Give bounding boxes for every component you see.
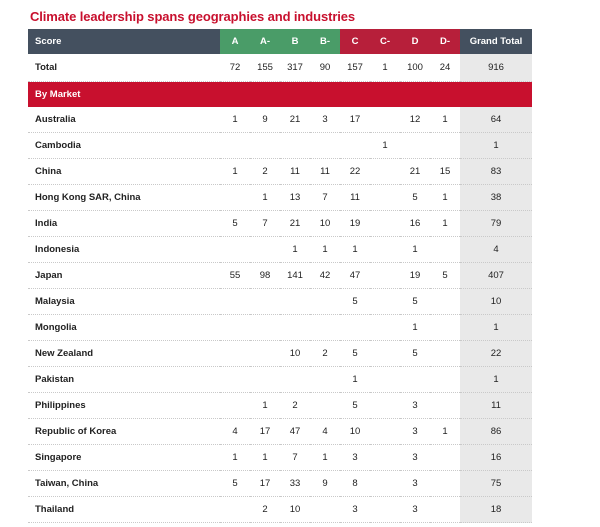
table-cell [430,497,460,523]
table-cell: 1 [250,393,280,419]
table-cell: 11 [310,159,340,185]
grand-total-cell: 16 [460,445,532,471]
table-cell [370,159,400,185]
table-cell: 1 [250,185,280,211]
section-row [28,82,532,108]
table-cell: 9 [250,107,280,133]
table-cell: 9 [310,471,340,497]
table-cell [310,315,340,341]
grand-total-cell: 10 [460,289,532,315]
table-cell: 72 [220,54,250,82]
row-label: Japan [28,263,220,289]
table-cell [430,341,460,367]
table-cell: 3 [340,497,370,523]
table-cell [400,367,430,393]
table-row [28,341,532,367]
grand-total-cell: 75 [460,471,532,497]
table-cell: 1 [220,159,250,185]
table-cell: 7 [310,185,340,211]
table-row [28,471,532,497]
table-cell: 4 [310,419,340,445]
row-label: Australia [28,107,220,133]
grand-total-cell: 407 [460,263,532,289]
grand-total-cell: 83 [460,159,532,185]
table-cell: 15 [430,159,460,185]
table-cell [220,341,250,367]
table-cell [250,315,280,341]
table-cell: 3 [400,471,430,497]
table-cell [310,367,340,393]
table-cell: 10 [310,211,340,237]
row-label: Hong Kong SAR, China [28,185,220,211]
table-cell: 2 [250,497,280,523]
grand-total-cell: 22 [460,341,532,367]
table-cell: 2 [280,393,310,419]
table-cell: 55 [220,263,250,289]
table-cell: 5 [220,471,250,497]
table-cell: 1 [310,445,340,471]
table-cell [370,211,400,237]
section-label: By Market [28,82,532,108]
table-row [28,445,532,471]
table-cell [220,185,250,211]
row-label: India [28,211,220,237]
table-cell [340,315,370,341]
row-label: Indonesia [28,237,220,263]
table-cell: 1 [280,237,310,263]
grand-total-cell: 38 [460,185,532,211]
grade-header: C [340,29,370,54]
table-cell [220,133,250,159]
row-label: Pakistan [28,367,220,393]
score-header: Score [28,29,220,54]
table-cell [340,133,370,159]
total-row [28,54,532,82]
table-cell: 141 [280,263,310,289]
grand-total-cell: 11 [460,393,532,419]
table-cell [400,133,430,159]
table-cell: 19 [400,263,430,289]
table-cell [370,263,400,289]
table-row [28,497,532,523]
table-cell [310,289,340,315]
table-cell: 1 [220,107,250,133]
table-cell [430,393,460,419]
table-cell: 1 [400,315,430,341]
grand-total-cell: 1 [460,133,532,159]
table-row [28,315,532,341]
table-cell [430,315,460,341]
table-cell [430,445,460,471]
table-cell [370,315,400,341]
grand-total-header: Grand Total [460,29,532,54]
grade-header: B [280,29,310,54]
table-cell: 42 [310,263,340,289]
grand-total-cell: 916 [460,54,532,82]
table-cell [370,289,400,315]
table-cell [250,289,280,315]
table-cell: 17 [340,107,370,133]
table-row [28,289,532,315]
table-cell [280,367,310,393]
table-cell: 24 [430,54,460,82]
grand-total-cell: 18 [460,497,532,523]
row-label: Total [28,54,220,82]
table-cell [370,471,400,497]
table-cell: 1 [220,445,250,471]
table-row [28,133,532,159]
row-label: Republic of Korea [28,419,220,445]
table-cell: 13 [280,185,310,211]
table-cell [370,497,400,523]
table-cell [430,133,460,159]
table-cell: 1 [400,237,430,263]
table-cell [220,393,250,419]
table-cell: 47 [340,263,370,289]
table-row [28,159,532,185]
table-cell: 155 [250,54,280,82]
table-cell [370,237,400,263]
table-cell [220,497,250,523]
table-cell: 5 [400,289,430,315]
table-cell [430,367,460,393]
table-row [28,263,532,289]
table-cell [250,367,280,393]
row-label: Singapore [28,445,220,471]
table-cell [250,237,280,263]
table-row [28,211,532,237]
table-cell [370,107,400,133]
table-cell: 317 [280,54,310,82]
table-cell [370,393,400,419]
table-row [28,393,532,419]
table-cell: 5 [430,263,460,289]
table-cell [220,315,250,341]
table-cell [370,367,400,393]
table-cell [250,341,280,367]
table-cell: 16 [400,211,430,237]
table-cell: 2 [250,159,280,185]
table-cell: 11 [280,159,310,185]
table-cell [280,315,310,341]
table-cell [430,471,460,497]
table-row [28,185,532,211]
grade-header: C- [370,29,400,54]
table-cell: 5 [340,341,370,367]
table-cell [370,445,400,471]
table-cell: 4 [220,419,250,445]
row-label: Thailand [28,497,220,523]
table-cell [220,367,250,393]
table-cell: 3 [310,107,340,133]
table-cell [430,237,460,263]
table-cell [310,497,340,523]
grand-total-cell: 1 [460,367,532,393]
table-cell [370,419,400,445]
table-cell [310,133,340,159]
table-cell: 3 [340,445,370,471]
row-label: Malaysia [28,289,220,315]
row-label: Mongolia [28,315,220,341]
table-cell [220,237,250,263]
table-cell [220,289,250,315]
table-cell: 3 [400,445,430,471]
table-cell: 22 [340,159,370,185]
table-cell [280,289,310,315]
table-cell: 21 [400,159,430,185]
table-cell [370,341,400,367]
table-cell: 8 [340,471,370,497]
grade-header: A [220,29,250,54]
table-cell: 3 [400,419,430,445]
header-row [28,29,532,54]
table-cell: 1 [340,237,370,263]
table-cell [250,133,280,159]
table-cell: 1 [340,367,370,393]
table-cell: 5 [340,393,370,419]
table-cell: 21 [280,107,310,133]
row-label: New Zealand [28,341,220,367]
table-row [28,419,532,445]
table-cell: 3 [400,393,430,419]
row-label: China [28,159,220,185]
table-cell: 98 [250,263,280,289]
table-cell: 1 [430,211,460,237]
row-label: Philippines [28,393,220,419]
table-cell [430,289,460,315]
table-cell: 1 [370,133,400,159]
table-cell: 5 [340,289,370,315]
table-cell: 100 [400,54,430,82]
table-cell: 90 [310,54,340,82]
table-cell: 10 [280,497,310,523]
page-title: Climate leadership spans geographies and industries [30,9,356,24]
table-cell: 7 [250,211,280,237]
table-cell: 19 [340,211,370,237]
row-label: Cambodia [28,133,220,159]
table-cell: 1 [430,185,460,211]
grade-header: D- [430,29,460,54]
grand-total-cell: 1 [460,315,532,341]
table-cell: 7 [280,445,310,471]
table-cell: 10 [340,419,370,445]
grand-total-cell: 64 [460,107,532,133]
table-cell: 12 [400,107,430,133]
table-cell [370,185,400,211]
table-cell: 11 [340,185,370,211]
table-cell [280,133,310,159]
table-cell: 1 [250,445,280,471]
table-cell: 3 [400,497,430,523]
table-cell: 5 [400,341,430,367]
table-cell: 1 [430,107,460,133]
table-cell: 1 [310,237,340,263]
grand-total-cell: 86 [460,419,532,445]
table-cell: 1 [370,54,400,82]
grade-header: D [400,29,430,54]
grand-total-cell: 79 [460,211,532,237]
table-row [28,237,532,263]
table-cell: 17 [250,419,280,445]
table-cell [310,393,340,419]
table-cell: 157 [340,54,370,82]
score-table [28,29,532,523]
table-cell: 17 [250,471,280,497]
table-row [28,367,532,393]
table-cell: 47 [280,419,310,445]
table-cell: 21 [280,211,310,237]
grand-total-cell: 4 [460,237,532,263]
row-label: Taiwan, China [28,471,220,497]
grade-header: B- [310,29,340,54]
table-cell: 1 [430,419,460,445]
table-cell: 2 [310,341,340,367]
table-cell: 10 [280,341,310,367]
table-row [28,107,532,133]
table-cell: 33 [280,471,310,497]
table-cell: 5 [400,185,430,211]
grade-header: A- [250,29,280,54]
table-cell: 5 [220,211,250,237]
